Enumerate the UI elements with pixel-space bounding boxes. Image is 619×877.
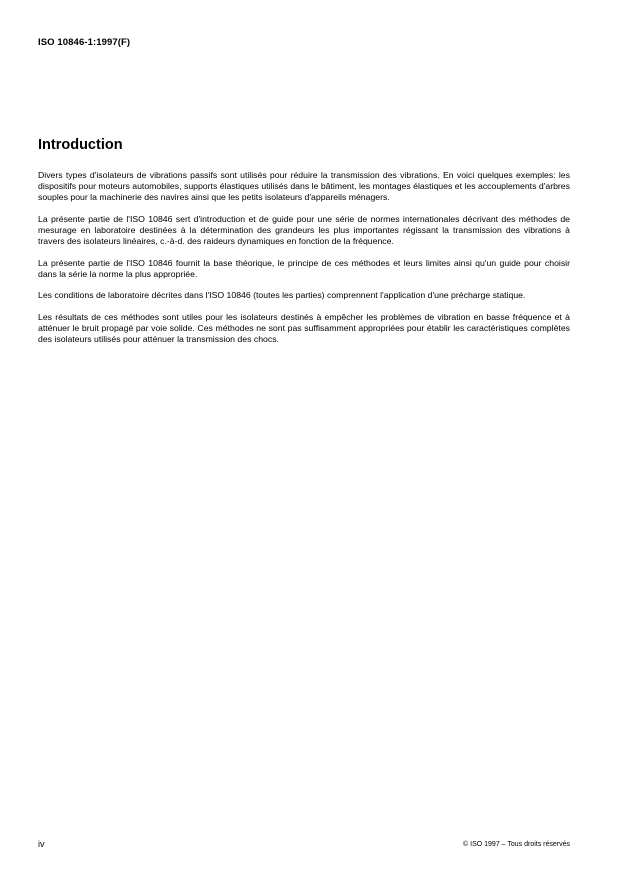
paragraph-4: Les conditions de laboratoire décrites dans l'ISO 10846 (toutes les parties) comprennent l'application d'une précharge statique.: [38, 290, 526, 301]
paragraph-5: Les résultats de ces méthodes sont utiles pour les isolateurs destinés à empêcher les problèmes de vibration en basse fréquence et à atténuer le bruit propagé par voie solide. Ces méthodes ne sont pas suffisamment appropriées pour établir les caractéristiques complètes des isolateurs utilisés pour atténuer la transmission des chocs.: [38, 311, 570, 345]
paragraph-1: Divers types d'isolateurs de vibrations passifs sont utilisés pour réduire la transmission des vibrations. En voici quelques exemples: les dispositifs pour moteurs automobiles, supports élastiques utilisés dans le bâtiment, les montages élastiques et les accouplements d'arbres souples pour la machinerie des navires ainsi que les petits isolateurs d'appareils ménagers.: [38, 170, 570, 203]
copyright-notice: © ISO 1997 – Tous droits réservés: [463, 841, 570, 848]
document-id-header: ISO 10846-1:1997(F): [38, 37, 131, 48]
page-number: iv: [38, 839, 45, 849]
section-title: Introduction: [38, 137, 123, 153]
introduction-body: [38, 170, 570, 356]
paragraph-3: La présente partie de l'ISO 10846 fournit la base théorique, le principe de ces méthodes et leurs limites ainsi qu'un guide pour choisir dans la série la norme la plus appropriée.: [38, 257, 570, 279]
paragraph-2: La présente partie de l'ISO 10846 sert d'introduction et de guide pour une série de normes internationales décrivant des méthodes de mesurage en laboratoire destinées à la détermination des grandeurs les plus importantes régissant la transmission des vibrations à travers des isolateurs linéaires, c.-à-d. des raideurs dynamiques en fonction de la fréquence.: [38, 213, 570, 246]
